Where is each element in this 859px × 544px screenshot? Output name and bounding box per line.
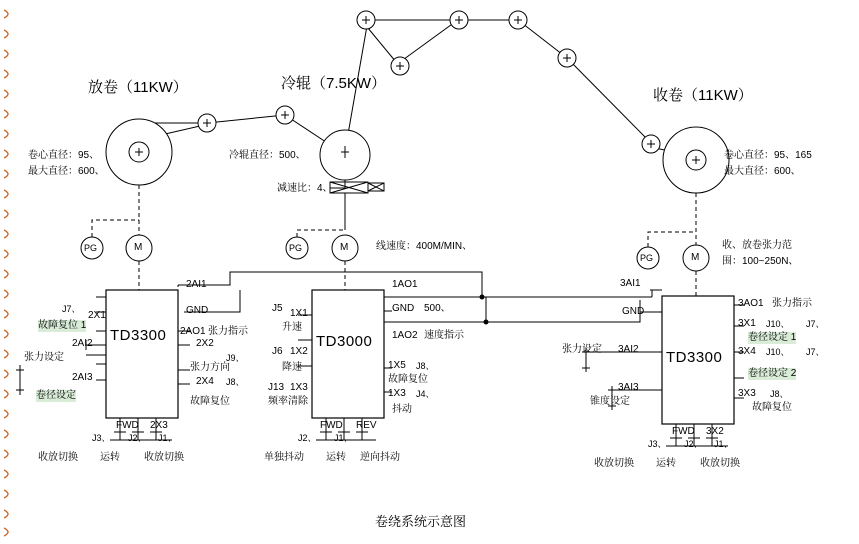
motor-label-unwind: M [134, 242, 143, 253]
note-j10-1: J10、 [766, 319, 790, 329]
terminal-j6: J6 [272, 346, 283, 357]
drive-name-unwind: TD3300 [110, 327, 167, 344]
terminal-3ai1: 3AI1 [620, 278, 641, 289]
note-fault-reset-1: 故障复位 1 [38, 320, 87, 331]
terminal-1x1: 1X1 [290, 308, 308, 319]
terminal-fwd-b: FWD [320, 420, 343, 431]
terminal-gnd-a: GND [186, 305, 209, 316]
note-j1-a: J1、 [158, 433, 177, 443]
tension-range-line2: 围：100~250N、 [722, 256, 799, 267]
pg-label-unwind: PG [84, 243, 98, 253]
note-diameter-set-2: 卷径设定 2 [748, 368, 797, 379]
note-tension-direction: 张力方向 [190, 362, 230, 373]
note-j2-b: J2、 [298, 433, 317, 443]
terminal-3ai3: 3AI3 [618, 382, 639, 393]
gearbox-symbol [330, 180, 384, 230]
tension-range-line1: 收、放卷张力范 [722, 240, 792, 251]
chill-title: 冷辊（7.5KW） [281, 75, 387, 92]
note-freq-clear: 频率清除 [268, 396, 308, 407]
note-single-jog: 单独抖动 [264, 452, 304, 463]
note-j9: J9、 [226, 353, 245, 363]
note-j1-c: J1、 [714, 439, 733, 449]
note-run-b: 运转 [326, 452, 346, 463]
note-j2-a: J2、 [128, 433, 147, 443]
note-j4: J4、 [416, 389, 435, 399]
motor-label-chill: M [340, 242, 349, 253]
web-path [139, 20, 693, 168]
note-run-c: 运转 [656, 458, 676, 469]
note-j3-c: J3、 [648, 439, 667, 449]
note-fault-reset-c: 故障复位 [752, 402, 792, 413]
terminal-1ao1: 1AO1 [392, 279, 418, 290]
terminal-2x3: 2X3 [150, 420, 168, 431]
drive-name-rewind: TD3300 [666, 349, 723, 366]
terminal-fwd-c: FWD [672, 426, 695, 437]
note-500: 500、 [424, 303, 451, 314]
note-diameter-set-1: 卷径设定 1 [748, 332, 797, 343]
terminal-j13: J13 [268, 382, 285, 393]
rewind-max-spec: 最大直径：600、 [724, 166, 801, 177]
note-switch-c: 收放切换 [594, 458, 634, 469]
drive-box-chill [312, 290, 384, 418]
unwind-roll [106, 119, 172, 185]
chill-roll [320, 130, 370, 180]
motor-group-unwind [81, 185, 152, 290]
note-j8-b: J8、 [416, 361, 435, 371]
terminal-rev-b: REV [356, 420, 377, 431]
motor-group-rewind [637, 193, 709, 296]
note-taper-set: 锥度设定 [590, 396, 630, 407]
drive-name-chill: TD3000 [316, 333, 373, 350]
terminal-fwd-a: FWD [116, 420, 139, 431]
drive-box-unwind [106, 290, 178, 418]
note-run-a: 运转 [100, 452, 120, 463]
note-j2-c: J2、 [684, 439, 703, 449]
note-diameter-set-a: 卷径设定 [36, 390, 76, 401]
terminal-3x4: 3X4 [738, 346, 756, 357]
rewind-core-spec: 卷心直径：95、165 [724, 150, 812, 161]
note-fault-reset-a: 故障复位 [190, 396, 230, 407]
chill-dia-spec: 冷辊直径：500、 [229, 150, 306, 161]
terminal-3ao1: 3AO1 [738, 298, 764, 309]
terminal-2ao1: 2AO1 [180, 326, 206, 337]
terminal-2x2: 2X2 [196, 338, 214, 349]
unwind-max-spec: 最大直径：600、 [28, 166, 105, 177]
gear-ratio-spec: 减速比：4、 [277, 183, 333, 194]
terminal-2ao1-desc: 张力指示 [208, 326, 248, 337]
terminal-1x3b: 1X3 [290, 382, 308, 393]
note-switch-a2: 收放切换 [144, 452, 184, 463]
note-tension-indicator-c: 张力指示 [772, 298, 812, 309]
terminal-1ao2: 1AO2 [392, 330, 418, 341]
note-fault-reset-b: 故障复位 [388, 374, 428, 385]
terminal-2ai1: 2AI1 [186, 279, 207, 290]
note-j7-a: J7、 [62, 304, 81, 314]
terminal-gnd-c: GND [622, 306, 645, 317]
note-jog: 抖动 [392, 404, 412, 415]
terminal-3ai2: 3AI2 [618, 344, 639, 355]
note-switch-a: 收放切换 [38, 452, 78, 463]
pg-label-rewind: PG [640, 253, 654, 263]
note-tension-set-a: 张力设定 [24, 352, 64, 363]
unwind-title: 放卷（11KW） [88, 79, 188, 96]
terminal-2ai2: 2AI2 [72, 338, 93, 349]
note-j3-a: J3、 [92, 433, 111, 443]
motor-group-chill [286, 230, 358, 290]
terminal-3x2: 3X2 [706, 426, 724, 437]
note-tension-set-c: 张力设定 [562, 344, 602, 355]
terminal-1x5: 1X5 [388, 360, 406, 371]
note-j7-c1: J7、 [806, 319, 825, 329]
note-j1-b: J1、 [334, 433, 353, 443]
unwind-core-spec: 卷心直径：95、 [28, 150, 100, 161]
note-reverse-jog: 逆向抖动 [360, 452, 400, 463]
terminal-1x2: 1X2 [290, 346, 308, 357]
motor-label-rewind: M [691, 252, 700, 263]
rewind-roll [663, 127, 729, 193]
terminal-2ai3: 2AI3 [72, 372, 93, 383]
note-speed-indicator: 速度指示 [424, 330, 464, 341]
note-j8-a: J8、 [226, 377, 245, 387]
note-speed-down: 降速 [282, 362, 302, 373]
terminal-3x1: 3X1 [738, 318, 756, 329]
note-j10-2: J10、 [766, 347, 790, 357]
terminal-j5: J5 [272, 303, 283, 314]
pg-label-chill: PG [289, 243, 303, 253]
rewind-title: 收卷（11KW） [653, 87, 753, 104]
terminal-1x3: 1X3 [388, 388, 406, 399]
note-j8-c: J8、 [770, 389, 789, 399]
note-switch-c2: 收放切换 [700, 458, 740, 469]
terminal-gnd-b: GND [392, 303, 415, 314]
figure-caption: 卷绕系统示意图 [375, 514, 467, 529]
terminal-3x3: 3X3 [738, 388, 756, 399]
terminal-2x1: 2X1 [88, 310, 106, 321]
note-j7-c2: J7、 [806, 347, 825, 357]
spiral-binding [4, 10, 8, 536]
note-speed-up: 升速 [282, 322, 302, 333]
terminal-2x4: 2X4 [196, 376, 214, 387]
line-speed-spec: 线速度：400M/MIN、 [376, 241, 473, 252]
